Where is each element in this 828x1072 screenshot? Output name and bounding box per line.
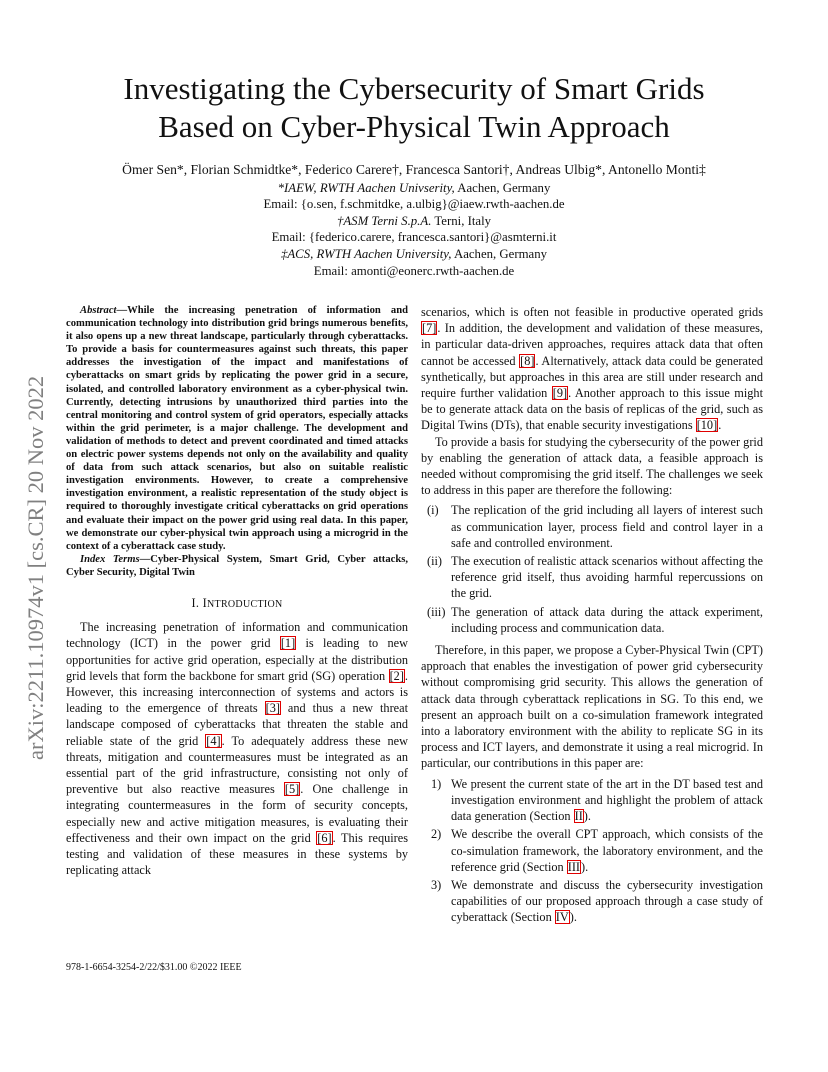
affiliation-2: [60, 213, 768, 230]
affiliation-2-inst: †ASM Terni S.p.A.: [336, 213, 432, 228]
citation-link[interactable]: [2]: [389, 668, 404, 683]
citation-link[interactable]: [5]: [284, 782, 300, 797]
intro-text-2: is leading to new opportunities for active grid operation, especially at the distribution grid levels that form the backbone for smart grid (SG) operation: [66, 636, 408, 683]
citation-link[interactable]: [7]: [422, 321, 437, 336]
affiliation-3-loc: Aachen, Germany: [451, 246, 548, 261]
list-item-end: ).: [581, 859, 589, 874]
section-initial: I: [202, 595, 208, 610]
list-item-text: The replication of the grid including all layers of interest such as communication layer, process field and control layer in a safe and controlled environment.: [451, 503, 763, 550]
list-item-text: The generation of attack data during the attack experiment, including process and communication data.: [451, 604, 763, 635]
intro-text-5: . To adequately address these new threats, mitigation and countermeasures must be integrated as an essential part of the grid infrastructure, consisting not only of preventive but also reactive measures: [66, 733, 408, 797]
index-terms-label: Index Terms: [80, 553, 140, 565]
list-marker: 3): [431, 877, 442, 892]
right-paragraph-2: To provide a basis for studying the cybersecurity of the power grid by enabling the generation of attack data, a feasible approach is needed without compromising the grid itself. The challenges we seek to address in this paper are therefore the following:: [421, 434, 763, 498]
section-numeral: I.: [191, 595, 203, 610]
citation-link[interactable]: [9]: [552, 386, 568, 401]
right-text-3: . Alternatively, attack data could be generated synthetically, but approaches in this area are still under research and require further validation: [421, 353, 764, 401]
citation-link[interactable]: [10]: [696, 418, 718, 433]
challenge-list: [421, 502, 763, 636]
arxiv-stamp[interactable]: arXiv:2211.10974v1 [cs.CR] 20 Nov 2022: [23, 375, 48, 760]
right-column: [421, 304, 763, 932]
paper-title: [60, 70, 768, 146]
affiliation-3-email: Email: amonti@eonerc.rwth-aachen.de: [313, 263, 515, 278]
list-item: [421, 604, 763, 636]
author-block: [60, 162, 768, 279]
copyright-footer: 978-1-6654-3254-2/22/$31.00 ©2022 IEEE: [66, 962, 242, 973]
citation-link[interactable]: [1]: [280, 636, 296, 651]
affiliation-1-inst: *IAEW, RWTH Aachen Univserity,: [277, 180, 455, 195]
list-item-end: ).: [569, 910, 577, 925]
intro-paragraph: [66, 619, 408, 878]
list-item: [421, 553, 763, 602]
list-marker: (iii): [427, 604, 446, 619]
list-item-text: We describe the overall CPT approach, which consists of the co-simulation framework, the laboratory environment, and the reference grid (Section: [451, 827, 763, 874]
right-text-4: . Another approach to this issue might be to generate attack data on the basis of replicas of the grid, such as Digital Twins (DTs), that enable security investigations: [421, 386, 763, 433]
list-marker: (i): [427, 503, 439, 518]
right-paragraph-1: [421, 304, 763, 434]
left-column: [66, 304, 408, 878]
list-marker: 2): [431, 827, 442, 842]
list-marker: 1): [431, 776, 442, 791]
citation-link[interactable]: [6]: [317, 830, 332, 845]
right-text-5: .: [718, 418, 722, 433]
list-item: [421, 502, 763, 551]
affiliation-3: [60, 246, 768, 263]
list-item: [421, 826, 763, 875]
list-item-end: ).: [583, 809, 591, 824]
citation-link[interactable]: [8]: [520, 353, 535, 368]
list-item: [421, 877, 763, 926]
affiliation-1: [60, 180, 768, 197]
affiliation-2-loc: Terni, Italy: [431, 213, 492, 228]
abstract-label: Abstract: [80, 305, 117, 316]
intro-text-1: The increasing penetration of information and communication technology (ICT) in the power grid: [66, 620, 408, 651]
citation-link[interactable]: [4]: [206, 733, 221, 748]
list-item-text: We present the current state of the art in the DT based test and investigation environment and highlight the problem of attack data generation (Section: [451, 776, 763, 824]
title-line-2: Based on Cyber-Physical Twin Approach: [158, 109, 670, 144]
section-link[interactable]: II: [574, 809, 583, 824]
title-line-1: Investigating the Cybersecurity of Smart Grids: [123, 71, 705, 106]
abstract: [66, 304, 408, 553]
right-text-2: . In addition, the development and validation of these measures, in particular data-driven approaches, requires attack data that often cannot be accessed: [421, 321, 763, 368]
affiliation-1-loc: Aachen, Germany: [454, 180, 551, 195]
section-link[interactable]: III: [567, 859, 581, 874]
index-terms: [66, 553, 408, 579]
abstract-text: —While the increasing penetration of information and communication technology into distribution grid brings numerous benefits, it also opens up a new threat landscape, particularly through cyberattacks. To provide a basis for countermeasures against such threats, this paper addresses the investigation of the impact and manifestations of cyberattacks on smart grids by replicating the power grid in a secure, isolated, and controlled laboratory environment as a cyber-physical twin. Currently, detecting intrusions by unauthorized third parties into the central monitoring and control system of grid operators, especially attacks within the grid perimeter, is a major challenge. The development and validation of methods to detect and prevent coordinated and timed attacks on electric power systems depends not only on the availability and quality of data from such attack scenarios, but also on suitable realistic investigation environments. However, to create a comprehensive investigation environment, a realistic representation of the study object is required to thoroughly investigate critical cyberattacks on grid operations and evaluate their impact on the power grid using real data. In this paper, we demonstrate our cyber-physical twin approach using a microgrid in the context of a cyberattack case study.: [66, 305, 408, 552]
section-heading-introduction: [66, 595, 408, 613]
affiliation-2-email: Email: {federico.carere, francesca.santori}@asmterni.it: [271, 230, 557, 245]
affiliation-3-inst: ‡ACS, RWTH Aachen University,: [280, 246, 452, 261]
list-item-text: The execution of realistic attack scenarios without affecting the reference grid itself, thus avoiding harmful repercussions on the grid.: [451, 554, 763, 601]
contribution-list: [421, 776, 763, 926]
affiliation-1-email: Email: {o.sen, f.schmitdke, a.ulbig}@iaew.rwth-aachen.de: [263, 197, 565, 212]
section-link[interactable]: IV: [555, 910, 569, 925]
list-item: [421, 776, 763, 825]
author-list: Ömer Sen*, Florian Schmidtke*, Federico Carere†, Francesca Santori†, Andreas Ulbig*, Antonello Monti‡: [122, 162, 706, 177]
intro-text-6: . One challenge in integrating countermeasures in the form of security concepts, especially new and active mitigation measures, is evaluating their effectiveness and their own impact on the grid: [66, 782, 408, 845]
intro-text-3: . However, this increasing interconnection of systems and actors is leading to the emergence of threats: [66, 668, 408, 716]
intro-text-4: and thus a new threat landscape composed of cyberattacks that threaten the stable and reliable state of the grid: [66, 701, 408, 748]
section-rest: NTRODUCTION: [207, 598, 283, 610]
list-item-text: We demonstrate and discuss the cybersecurity investigation capabilities of our proposed approach through a case study of cyberattack (Section: [451, 877, 763, 925]
intro-text-7: . This requires testing and validation of these measures in these systems by replicating attack: [66, 830, 409, 878]
citation-link[interactable]: [3]: [265, 701, 280, 716]
right-text-1: scenarios, which is often not feasible in productive operated grids: [421, 305, 763, 319]
index-terms-text: —Cyber-Physical System, Smart Grid, Cyber attacks, Cyber Security, Digital Twin: [66, 553, 408, 578]
list-marker: (ii): [427, 554, 443, 569]
right-paragraph-3: Therefore, in this paper, we propose a Cyber-Physical Twin (CPT) approach that enables the investigation of power grid cybersecurity without compromising grid security. This allows the generation of attack data through cyberattack replications in SG. To this end, we present an approach built on a co-simulation framework integrated into a laboratory environment with the ability to replicate SG in its process and ICT layers, and demonstrate it using a real microgrid. In particular, our contributions in this paper are:: [421, 643, 763, 771]
